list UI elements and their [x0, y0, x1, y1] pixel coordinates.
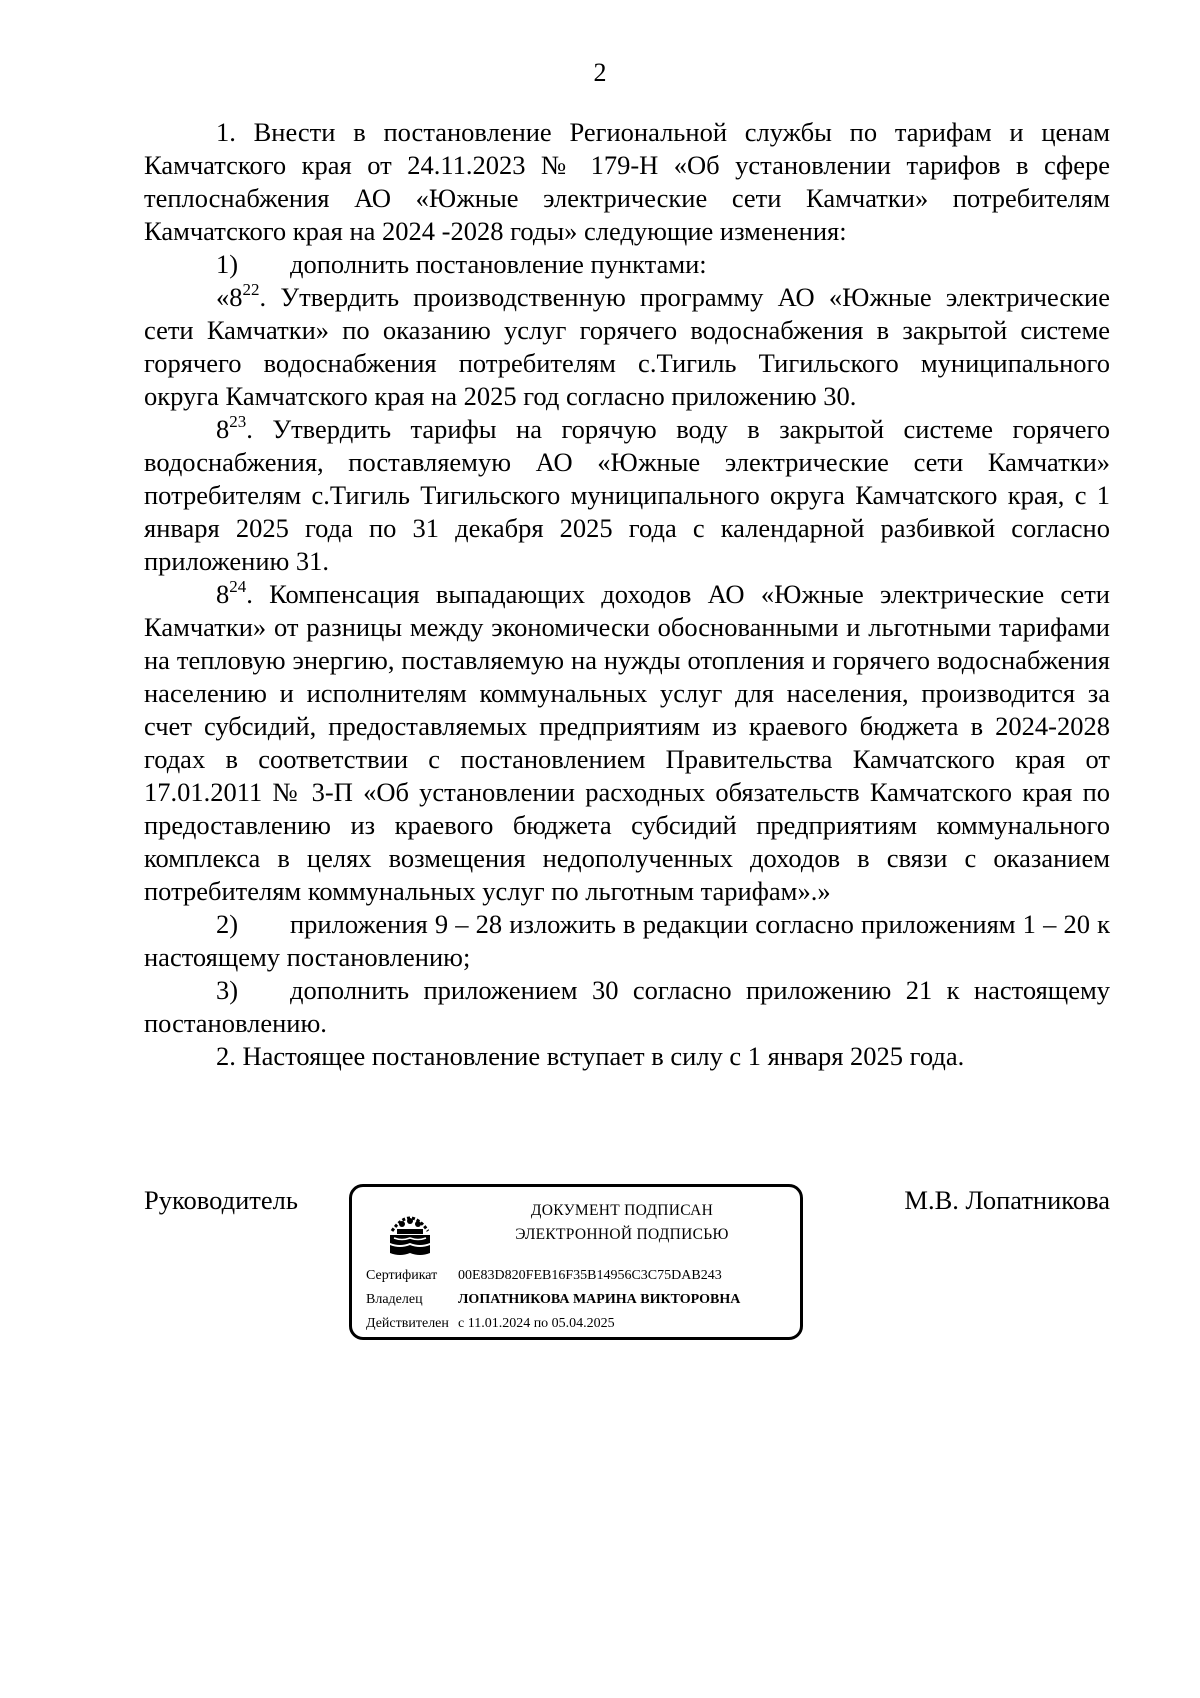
paragraph-8-24-sup: 24 — [229, 577, 247, 597]
electronic-signature-stamp — [349, 1184, 803, 1340]
paragraph-8-23-prefix: 8 — [216, 414, 230, 444]
paragraph-1: 1. Внести в постановление Региональной службы по тарифам и ценам Камчатского края от 24.11.2023 № 179-Н «Об установлении тарифов в сфере теплоснабжения АО «Южные электрические сети Камчатки» потребителям Камчатского края на 2024 -2028 годы» следующие изменения: — [144, 117, 1110, 246]
stamp-validity-label: Действителен — [366, 1316, 449, 1331]
paragraph-8-23-sup: 23 — [229, 412, 247, 432]
list-item-3-text: дополнить приложением 30 согласно приложению 21 к настоящему постановлению. — [144, 975, 1110, 1038]
stamp-certificate-value: 00E83D820FEB16F35B14956C3C75DAB243 — [458, 1268, 722, 1283]
list-item-1-text: дополнить постановление пунктами: — [290, 249, 707, 279]
list-item-2-text: приложения 9 – 28 изложить в редакции согласно приложениям 1 – 20 к настоящему постановлению; — [144, 909, 1110, 972]
document-body — [144, 116, 1110, 1073]
paragraph-8-23 — [144, 413, 1110, 578]
paragraph-8-22-sup: 22 — [242, 280, 260, 300]
stamp-owner-label: Владелец — [366, 1292, 423, 1307]
paragraph-8-24 — [144, 578, 1110, 908]
stamp-title-line-2: ЭЛЕКТРОННОЙ ПОДПИСЬЮ — [515, 1226, 729, 1243]
stamp-owner-value: ЛОПАТНИКОВА МАРИНА ВИКТОРОВНА — [458, 1292, 741, 1307]
list-item-1 — [144, 248, 1110, 281]
list-item-2 — [144, 908, 1110, 974]
paragraph-8-22-prefix: «8 — [216, 282, 243, 312]
paragraph-8-24-text: . Компенсация выпадающих доходов АО «Южные электрические сети Камчатки» от разницы между экономически обоснованными и льготными тарифами на тепловую энергию, поставляемую на нужды отопления и горячего водоснабжения населению и исполнителям коммунальных услуг для населения, производится за счет субсидий, предоставляемых предприятиям из краевого бюджета в 2024-2028 годах в соответствии с постановлением Правительства Камчатского края от 17.01.2011 № 3-П «Об установлении расходных обязательств Камчатского края по предоставлению из краевого бюджета субсидий предприятиям коммунального комплекса в целях возмещения недополученных доходов в связи с оказанием потребителям коммунальных услуг по льготным тарифам».» — [144, 579, 1110, 906]
paragraph-8-24-prefix: 8 — [216, 579, 230, 609]
kamchatka-emblem-icon — [388, 1209, 432, 1257]
stamp-certificate-label: Сертификат — [366, 1268, 438, 1283]
signer-role: Руководитель — [144, 1185, 298, 1215]
stamp-title — [472, 1199, 772, 1247]
list-item-2-label: 2) — [216, 909, 239, 939]
list-item-1-label: 1) — [216, 249, 239, 279]
stamp-certificate-row — [366, 1267, 722, 1285]
paragraph-2: 2. Настоящее постановление вступает в силу с 1 января 2025 года. — [216, 1041, 965, 1071]
stamp-title-line-1: ДОКУМЕНТ ПОДПИСАН — [530, 1202, 714, 1219]
page-number: 2 — [593, 58, 607, 87]
stamp-owner-row — [366, 1291, 740, 1309]
signer-name: М.В. Лопатникова — [904, 1185, 1110, 1215]
paragraph-8-22-text: . Утвердить производственную программу АО «Южные электрические сети Камчатки» по оказанию услуг горячего водоснабжения в закрытой системе горячего водоснабжения потребителям с.Тигиль Тигильского муниципального округа Камчатского края на 2025 год согласно приложению 30. — [144, 282, 1110, 411]
paragraph-8-23-text: . Утвердить тарифы на горячую воду в закрытой системе горячего водоснабжения, поставляемую АО «Южные электрические сети Камчатки» потребителям с.Тигиль Тигильского муниципального округа Камчатского края, с 1 января 2025 года по 31 декабря 2025 года с календарной разбивкой согласно приложению 31. — [144, 414, 1110, 576]
stamp-validity-row — [366, 1315, 615, 1333]
paragraph-8-22 — [144, 281, 1110, 413]
stamp-validity-value: с 11.01.2024 по 05.04.2025 — [458, 1316, 615, 1331]
list-item-3-label: 3) — [216, 975, 239, 1005]
list-item-3 — [144, 974, 1110, 1040]
